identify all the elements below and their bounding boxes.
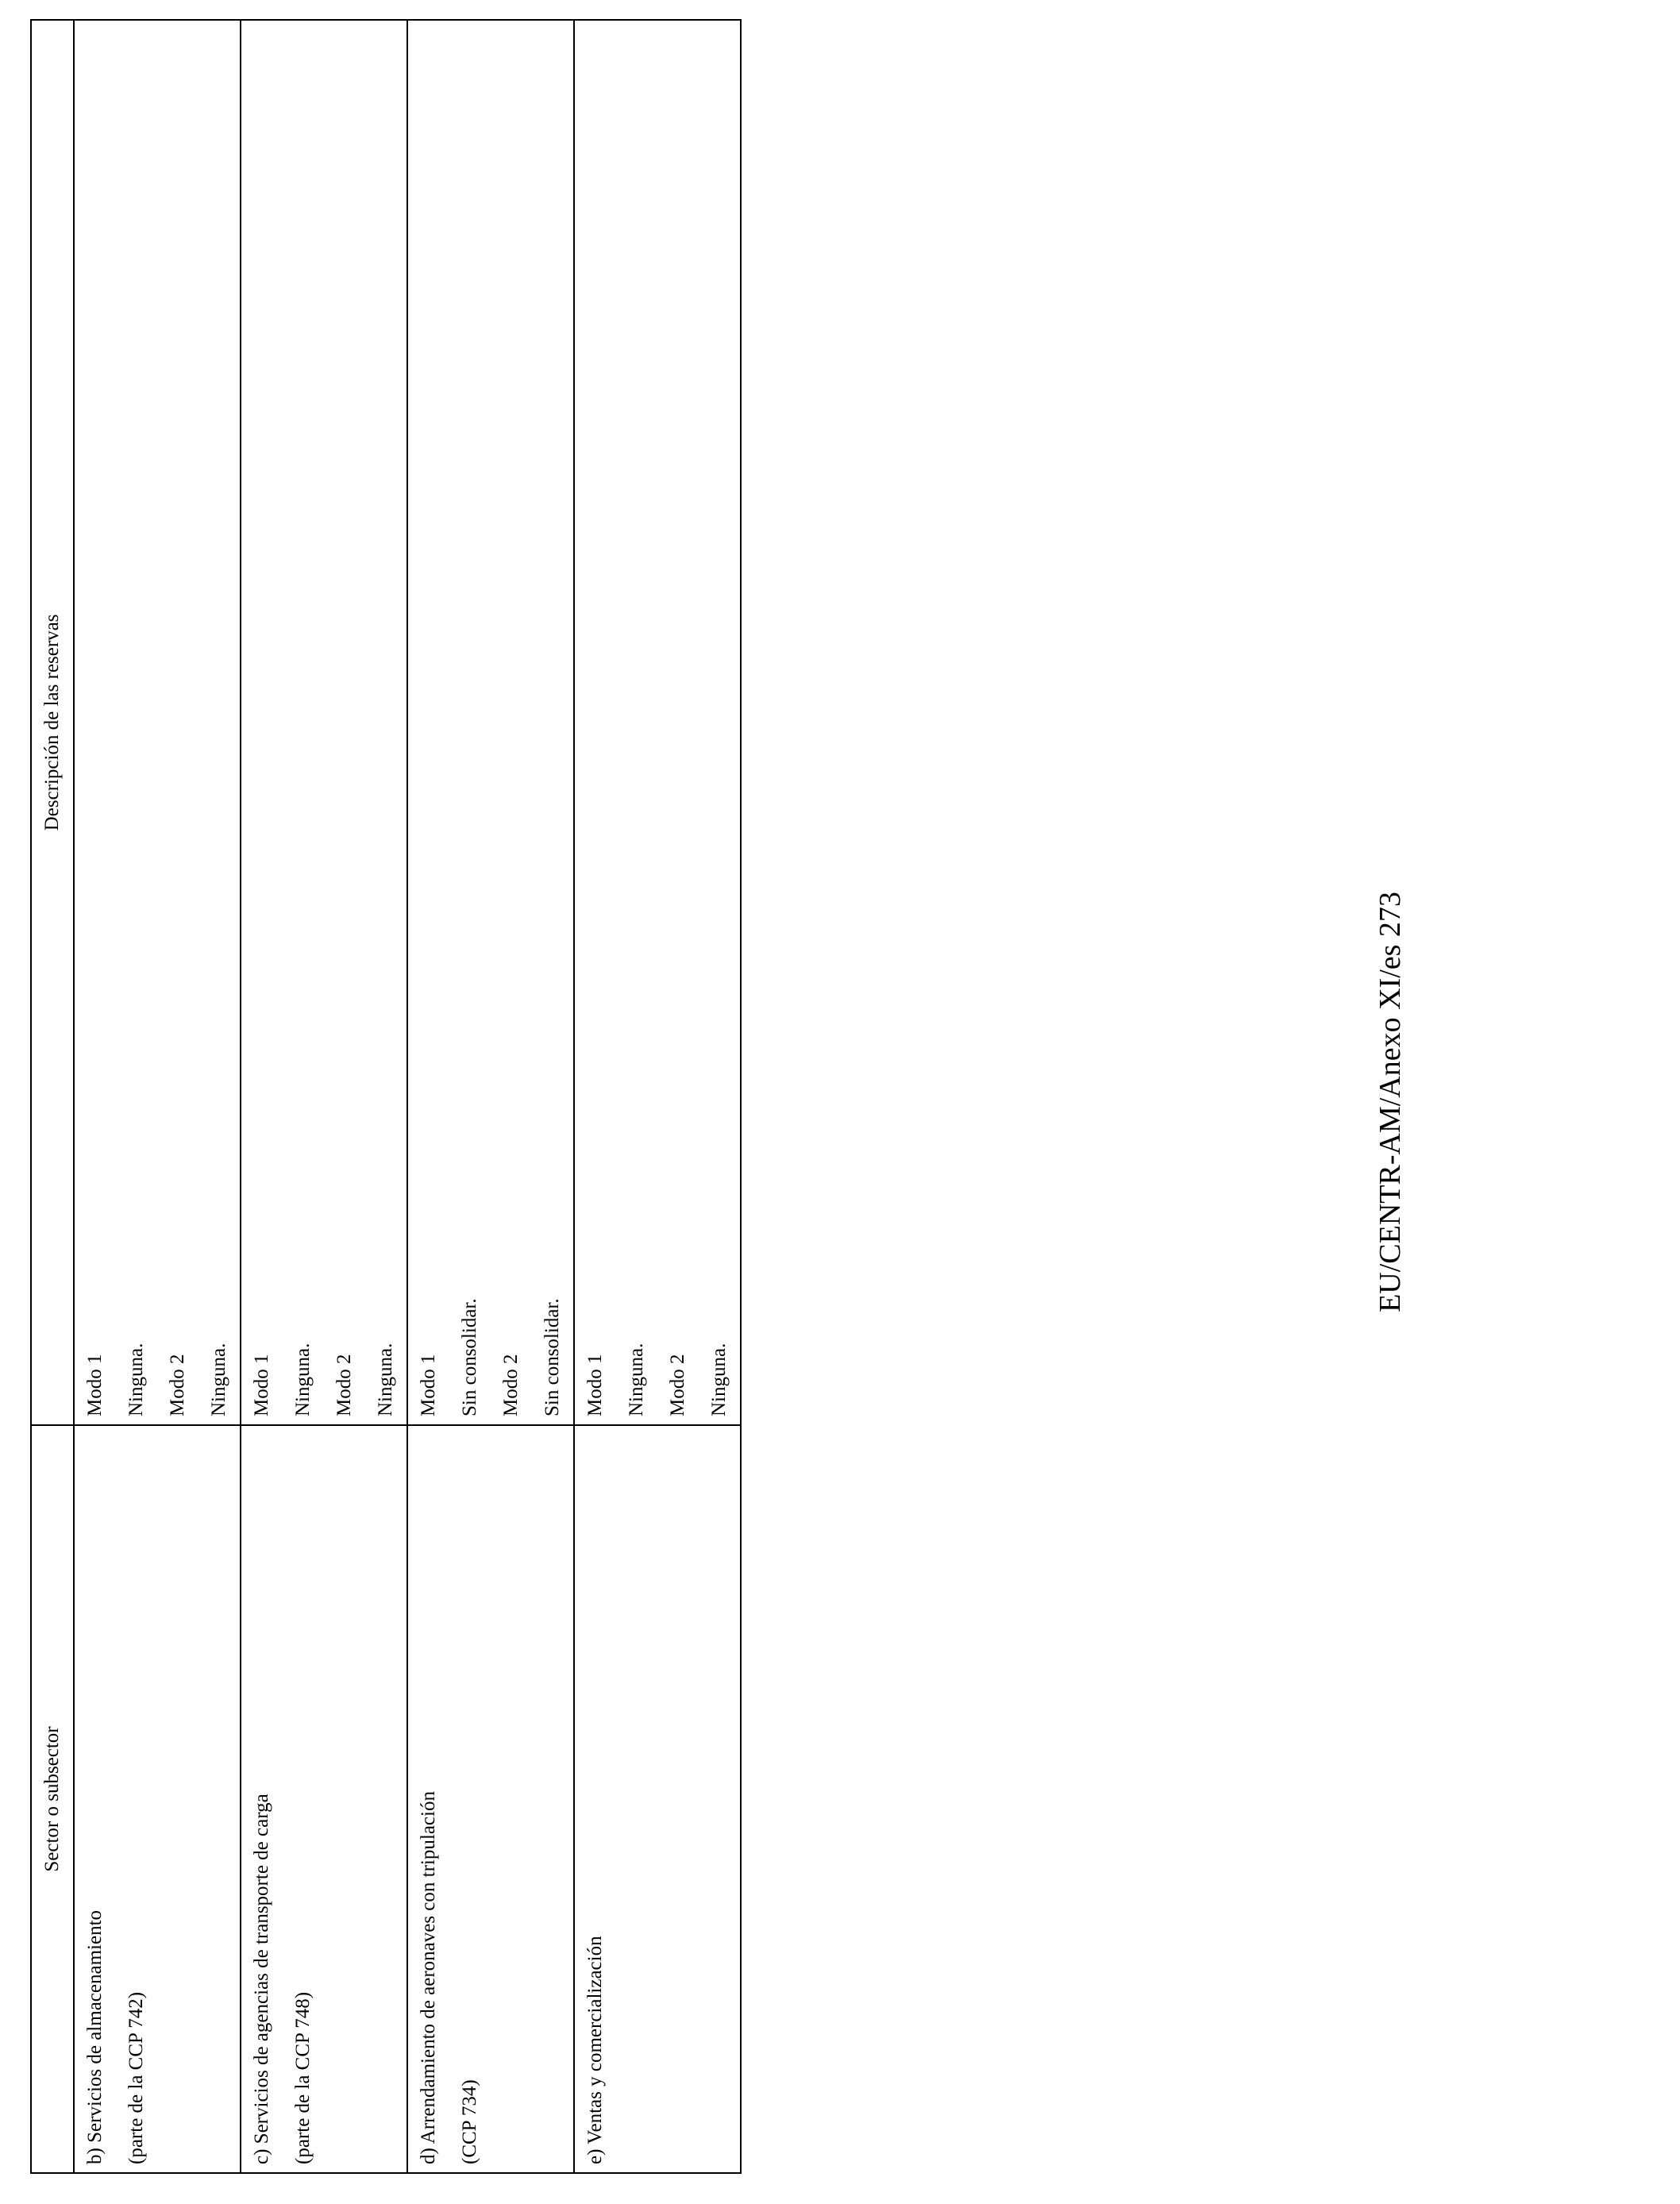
description-cell [407, 20, 574, 1425]
table-row [74, 20, 241, 2173]
header-sector: Sector o subsector [31, 1425, 74, 2173]
description-line: Ninguna. [125, 1343, 147, 1416]
description-cell [574, 20, 741, 1425]
sector-line: (CCP 734) [459, 2079, 480, 2164]
page-footer: EU/CENTR-AM/Anexo XI/es 273 [1374, 892, 1407, 1312]
description-line: Modo 2 [500, 1354, 522, 1416]
description-line: Modo 1 [418, 1354, 439, 1416]
header-description: Descripción de las reservas [31, 20, 74, 1425]
description-line: Modo 2 [167, 1354, 188, 1416]
table-row [241, 20, 407, 2173]
sector-cell [74, 1425, 241, 2173]
sector-cell [407, 1425, 574, 2173]
description-cell [74, 20, 241, 1425]
sector-line: d) Arrendamiento de aeronaves con tripulación [418, 1791, 439, 2164]
description-cell [241, 20, 407, 1425]
sector-line: b) Servicios de almacenamiento [84, 1909, 106, 2164]
description-line: Modo 1 [251, 1354, 272, 1416]
description-line: Ninguna. [375, 1343, 396, 1416]
reservations-table [30, 19, 742, 2174]
sector-line: (parte de la CCP 748) [292, 1991, 314, 2164]
description-line: Ninguna. [708, 1343, 730, 1416]
description-line: Modo 2 [667, 1354, 688, 1416]
description-line: Sin consolidar. [459, 1298, 480, 1416]
sector-line: e) Ventas y comercialización [584, 1936, 606, 2164]
sector-cell [574, 1425, 741, 2173]
description-line: Modo 1 [584, 1354, 606, 1416]
description-line: Modo 2 [333, 1354, 355, 1416]
table-row [574, 20, 741, 2173]
description-line: Sin consolidar. [541, 1298, 563, 1416]
table-row [407, 20, 574, 2173]
description-line: Ninguna. [292, 1343, 314, 1416]
description-line: Ninguna. [208, 1343, 229, 1416]
table-header-row [31, 20, 74, 2173]
sector-line: c) Servicios de agencias de transporte de carga [251, 1794, 272, 2164]
description-line: Ninguna. [626, 1343, 647, 1416]
sector-line: (parte de la CCP 742) [125, 1991, 147, 2164]
sector-cell [241, 1425, 407, 2173]
description-line: Modo 1 [84, 1354, 106, 1416]
